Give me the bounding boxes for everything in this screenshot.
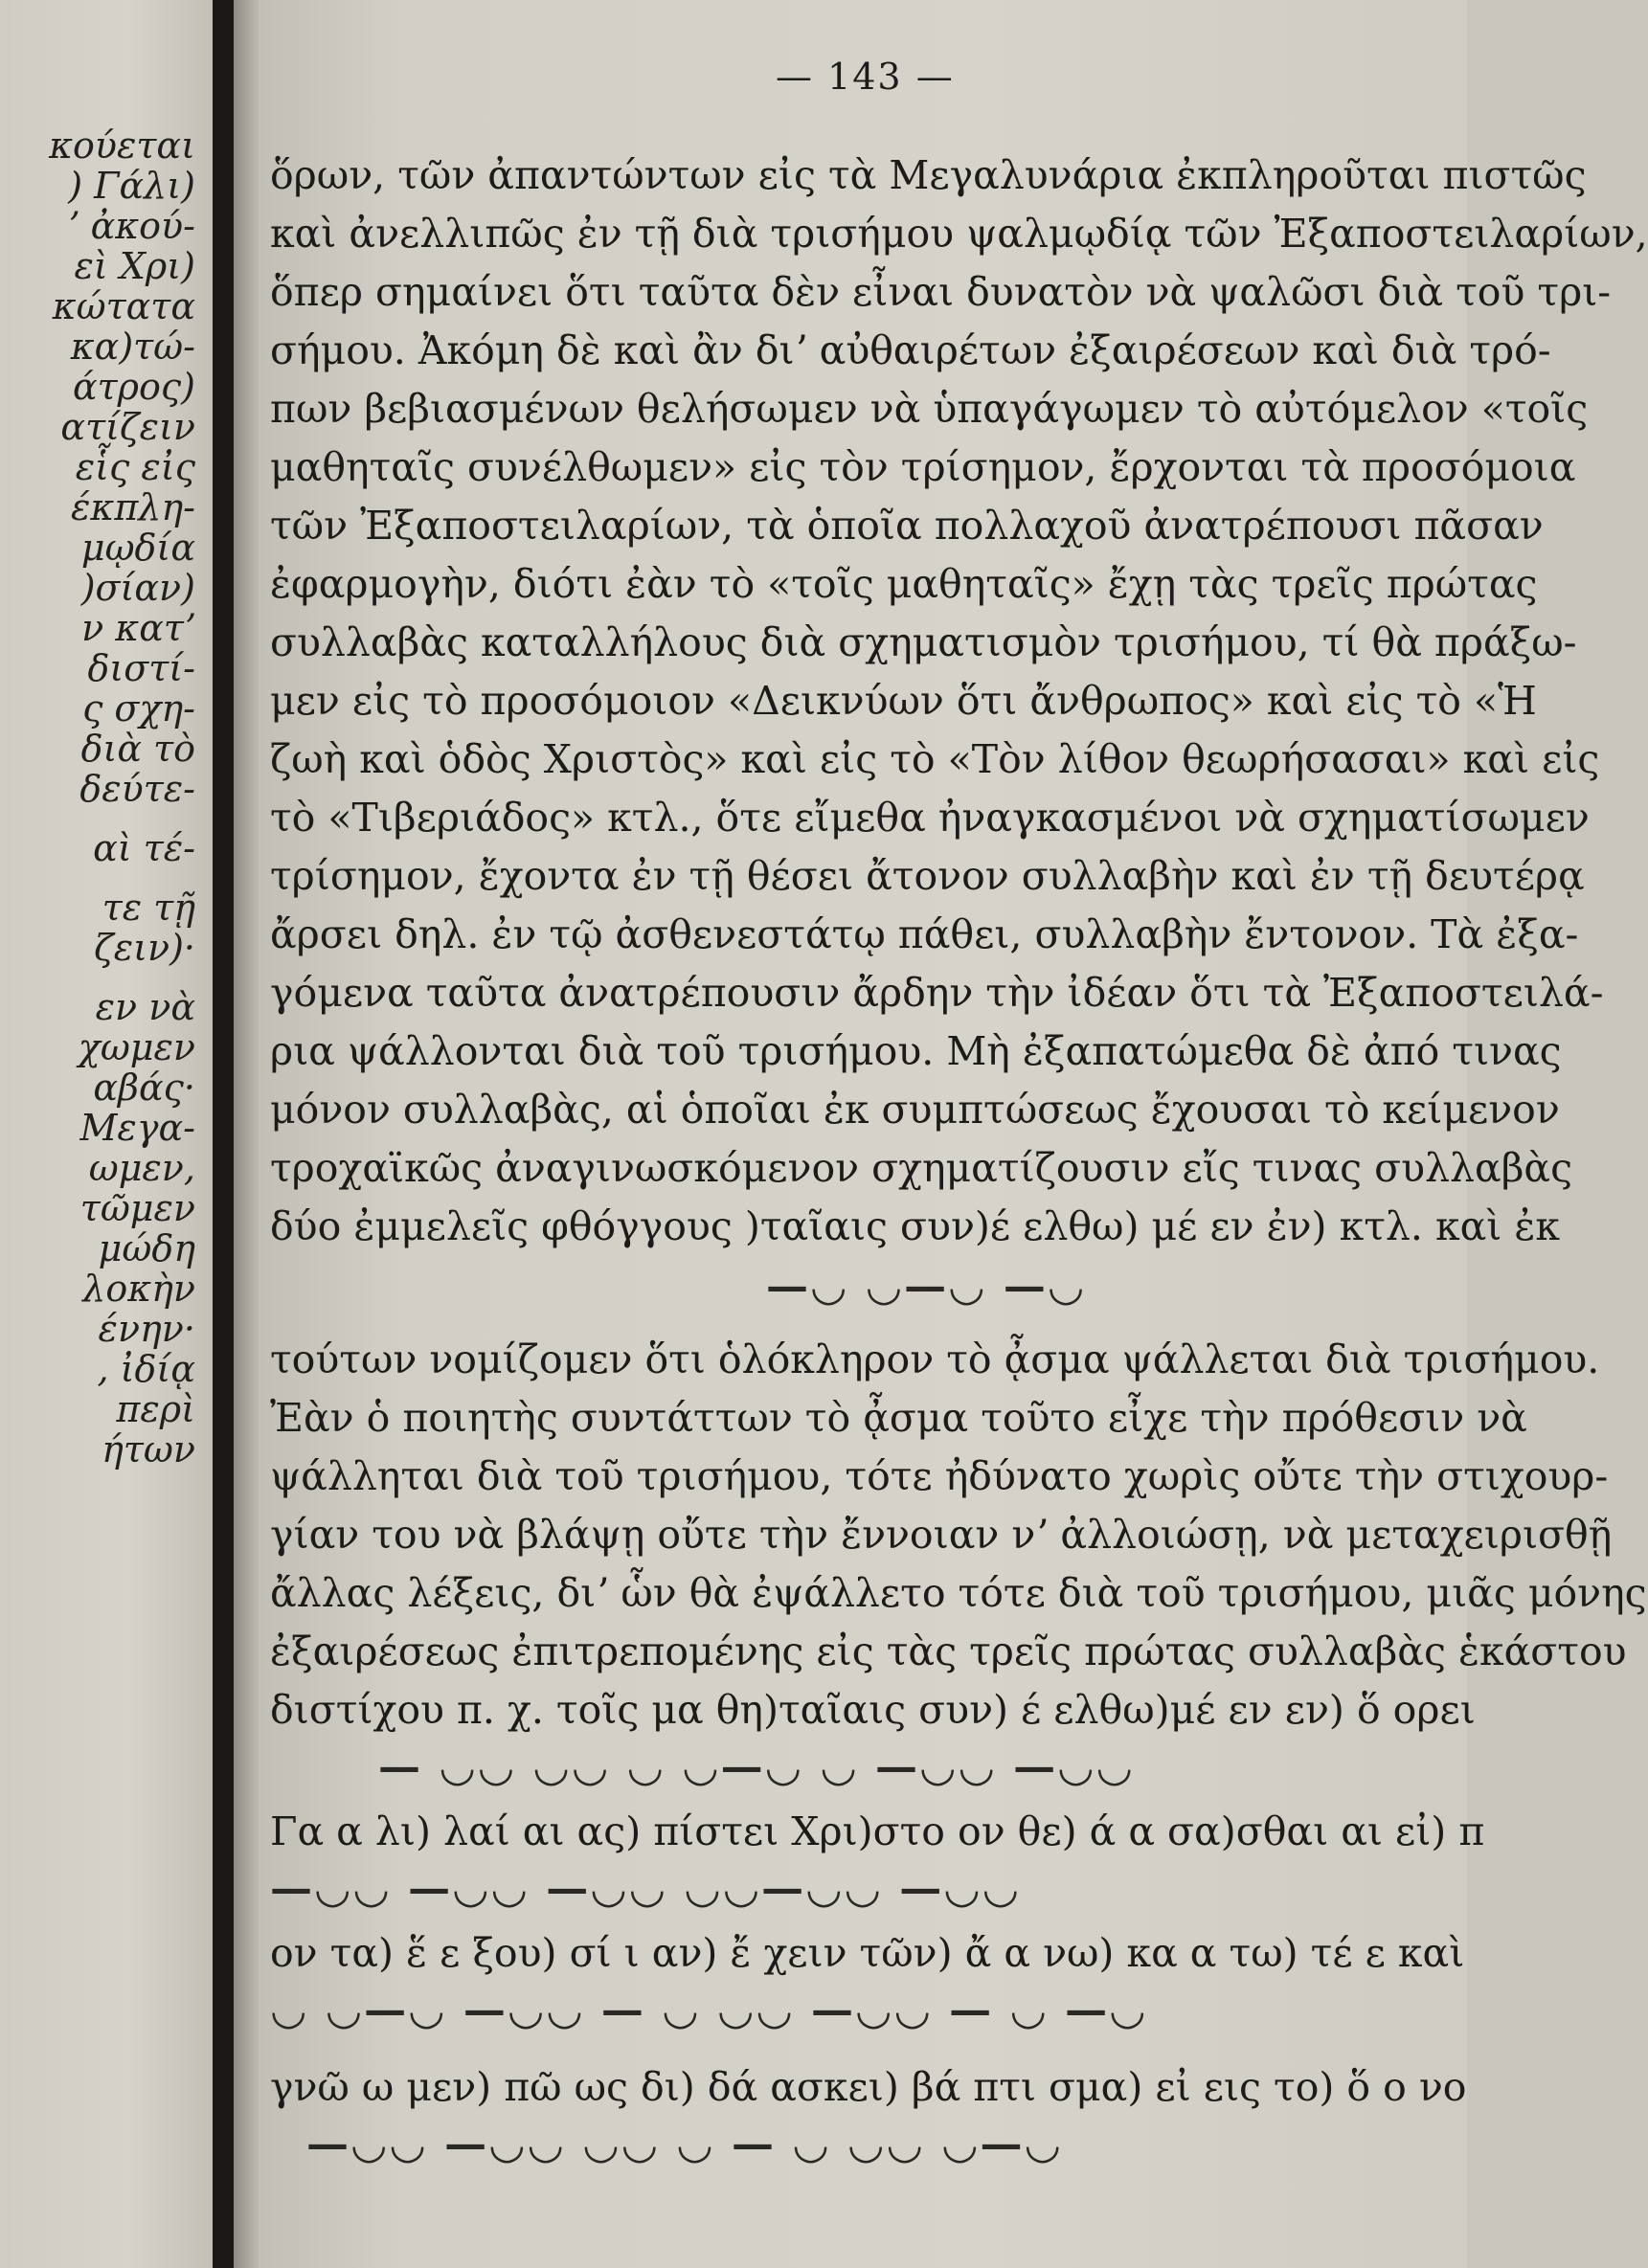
left-line: )σίαν)	[80, 567, 195, 609]
metric-marks: — ◡◡ ◡◡ ◡ ◡—◡ ◡ —◡◡ —◡◡	[378, 1742, 1135, 1791]
metric-marks: —◡◡ —◡◡ ◡◡ ◡ — ◡ ◡◡ ◡—◡	[306, 2120, 1063, 2168]
left-line: Μεγα-	[79, 1107, 195, 1149]
left-line: ωμεν,	[88, 1147, 195, 1189]
text-line: ὅρων, τῶν ἀπαντώντων εἰς τὰ Μεγαλυνάρια ἐκπληροῦται πιστῶς	[270, 152, 1587, 198]
gutter-shadow	[234, 0, 259, 2268]
text-line: ρια ψάλλονται διὰ τοῦ τρισήμου. Μὴ ἐξαπατώμεθα δὲ ἀπό τινας	[270, 1028, 1562, 1074]
left-line: κώτατα	[52, 285, 195, 327]
text-line: συλλαβὰς καταλλήλους διὰ σχηματισμὸν τρισήμου, τί θὰ πράξω-	[270, 619, 1577, 665]
text-line: ψάλληται διὰ τοῦ τρισήμου, τότε ἠδύνατο χωρὶς οὔτε τὴν στιχουρ-	[270, 1453, 1609, 1499]
left-line: τε τῇ	[102, 887, 195, 929]
text-line: ἄρσει δηλ. ἐν τῷ ἀσθενεστάτῳ πάθει, συλλαβὴν ἔντονον. Τὰ ἐξα-	[270, 911, 1579, 957]
metric-marks: ◡ ◡—◡ —◡◡ — ◡ ◡◡ —◡◡ — ◡ —◡	[270, 1986, 1148, 2034]
metric-marks: —◡◡ —◡◡ —◡◡ ◡◡—◡◡ —◡◡	[270, 1864, 1021, 1913]
left-line: κούεται	[49, 124, 195, 167]
text-line: σήμου. Ἀκόμη δὲ καὶ ἂν διʼ αὐθαιρέτων ἐξαιρέσεων καὶ διὰ τρό-	[270, 327, 1551, 373]
page-number: — 143 —	[776, 56, 955, 98]
metric-marks: —◡ ◡—◡ —◡	[766, 1262, 1087, 1311]
left-line: μώδη	[98, 1227, 195, 1269]
left-line: , ἰδίᾳ	[97, 1348, 195, 1390]
left-line: άτρος)	[72, 366, 195, 408]
left-page-fragment	[0, 0, 213, 2268]
left-line: μῳδία	[80, 527, 195, 569]
left-line: ʼ ἀκού-	[67, 205, 195, 247]
text-line: Ἐὰν ὁ ποιητὴς συντάττων τὸ ᾆσμα τοῦτο εἶχε τὴν πρόθεσιν νὰ	[270, 1395, 1527, 1441]
text-line: γνῶ ω μεν) πῶ ως δι) δά ασκει) βά πτι σμα) εἰ εις το) ὅ ο νο	[270, 2064, 1467, 2110]
left-line: ήτων	[102, 1428, 195, 1471]
text-line: ον τα) ἕ ε ξου) σί ι αν) ἔ χειν τῶν) ἄ α νω) κα α τω) τέ ε καὶ	[270, 1930, 1465, 1976]
left-line: ένην·	[98, 1308, 195, 1350]
left-line: διὰ τὸ	[80, 728, 195, 770]
text-line: πων βεβιασμένων θελήσωμεν νὰ ὑπαγάγωμεν τὸ αὐτόμελον «τοῖς	[270, 386, 1589, 432]
left-line: αβάς·	[93, 1067, 195, 1109]
left-line: ν κατʼ	[81, 607, 195, 649]
text-line: γίαν του νὰ βλάψῃ οὔτε τὴν ἔννοιαν νʼ ἀλλοιώσῃ, νὰ μεταχειρισθῇ	[270, 1512, 1613, 1558]
text-line: μαθηταῖς συνέλθωμεν» εἰς τὸν τρίσημον, ἔρχονται τὰ προσόμοια	[270, 444, 1576, 490]
right-page	[259, 0, 1648, 2268]
text-line: μόνον συλλαβὰς, αἱ ὁποῖαι ἐκ συμπτώσεως ἔχουσαι τὸ κείμενον	[270, 1087, 1560, 1133]
text-line: τῶν Ἐξαποστειλαρίων, τὰ ὁποῖα πολλαχοῦ ἀνατρέπουσι πᾶσαν	[270, 503, 1544, 549]
text-line: μεν εἰς τὸ προσόμοιον «Δεικνύων ὅτι ἄνθρωπος» καὶ εἰς τὸ «Ἡ	[270, 678, 1537, 724]
text-line: δύο ἐμμελεῖς φθόγγους )ταῖαις συν)έ ελθω) μέ εν ἐν) κτλ. καὶ ἐκ	[270, 1203, 1560, 1249]
text-line: ὅπερ σημαίνει ὅτι ταῦτα δὲν εἶναι δυνατὸν νὰ ψαλῶσι διὰ τοῦ τρι-	[270, 269, 1612, 315]
left-line: ς σχη-	[82, 687, 195, 730]
text-line: ἄλλας λέξεις, διʼ ὧν θὰ ἐψάλλετο τότε διὰ τοῦ τρισήμου, μιᾶς μόνης	[270, 1570, 1647, 1616]
left-line: κα)τώ-	[70, 326, 195, 368]
text-line: τροχαϊκῶς ἀναγινωσκόμενον σχηματίζουσιν εἴς τινας συλλαβὰς	[270, 1145, 1573, 1191]
left-line: τῶμεν	[79, 1187, 195, 1229]
text-line: ἐξαιρέσεως ἐπιτρεπομένης εἰς τὰς τρεῖς πρώτας συλλαβὰς ἑκάστου	[270, 1628, 1627, 1674]
left-line: ατίζειν	[60, 406, 195, 448]
text-line: ἐφαρμογὴν, διότι ἐὰν τὸ «τοῖς μαθηταῖς» ἔχῃ τὰς τρεῖς πρώτας	[270, 561, 1538, 607]
left-line: περὶ	[116, 1388, 195, 1430]
left-line: εἷς εἰς	[75, 446, 195, 488]
left-line: έκπλη-	[71, 486, 195, 528]
left-line: λοκὴν	[82, 1268, 195, 1310]
book-gutter	[213, 0, 234, 2268]
text-line: Γα α λι) λαί αι ας) πίστει Χρι)στο ον θε) ά α σα)σθαι αι εἰ) π	[270, 1808, 1485, 1854]
left-line: αὶ τέ-	[93, 827, 195, 869]
text-line: τὸ «Τιβεριάδος» κτλ., ὅτε εἴμεθα ἠναγκασμένοι νὰ σχηματίσωμεν	[270, 795, 1590, 841]
left-line: ) Γάλι)	[68, 165, 195, 207]
left-line: δεύτε-	[79, 768, 195, 810]
left-line: χωμεν	[78, 1026, 195, 1068]
left-line: εὶ Χρι)	[74, 245, 195, 287]
left-line: διστί-	[87, 647, 195, 689]
text-line: τρίσημον, ἔχοντα ἐν τῇ θέσει ἄτονον συλλαβὴν καὶ ἐν τῇ δευτέρᾳ	[270, 853, 1585, 899]
text-line: καὶ ἀνελλιπῶς ἐν τῇ διὰ τρισήμου ψαλμῳδίᾳ τῶν Ἐξαποστειλαρίων,	[270, 211, 1648, 257]
text-line: γόμενα ταῦτα ἀνατρέπουσιν ἄρδην τὴν ἰδέαν ὅτι τὰ Ἐξαποστειλά-	[270, 970, 1604, 1016]
left-line: ζειν)·	[94, 927, 195, 969]
left-line: εν νὰ	[95, 986, 195, 1028]
text-line: διστίχου π. χ. τοῖς μα θη)ταῖαις συν) έ ελθω)μέ εν εν) ὅ ορει	[270, 1687, 1476, 1733]
text-line: τούτων νομίζομεν ὅτι ὁλόκληρον τὸ ᾆσμα ψάλλεται διὰ τρισήμου.	[270, 1336, 1600, 1382]
text-line: ζωὴ καὶ ὁδὸς Χριστὸς» καὶ εἰς τὸ «Τὸν λίθον θεωρήσασαι» καὶ εἰς	[270, 736, 1600, 782]
